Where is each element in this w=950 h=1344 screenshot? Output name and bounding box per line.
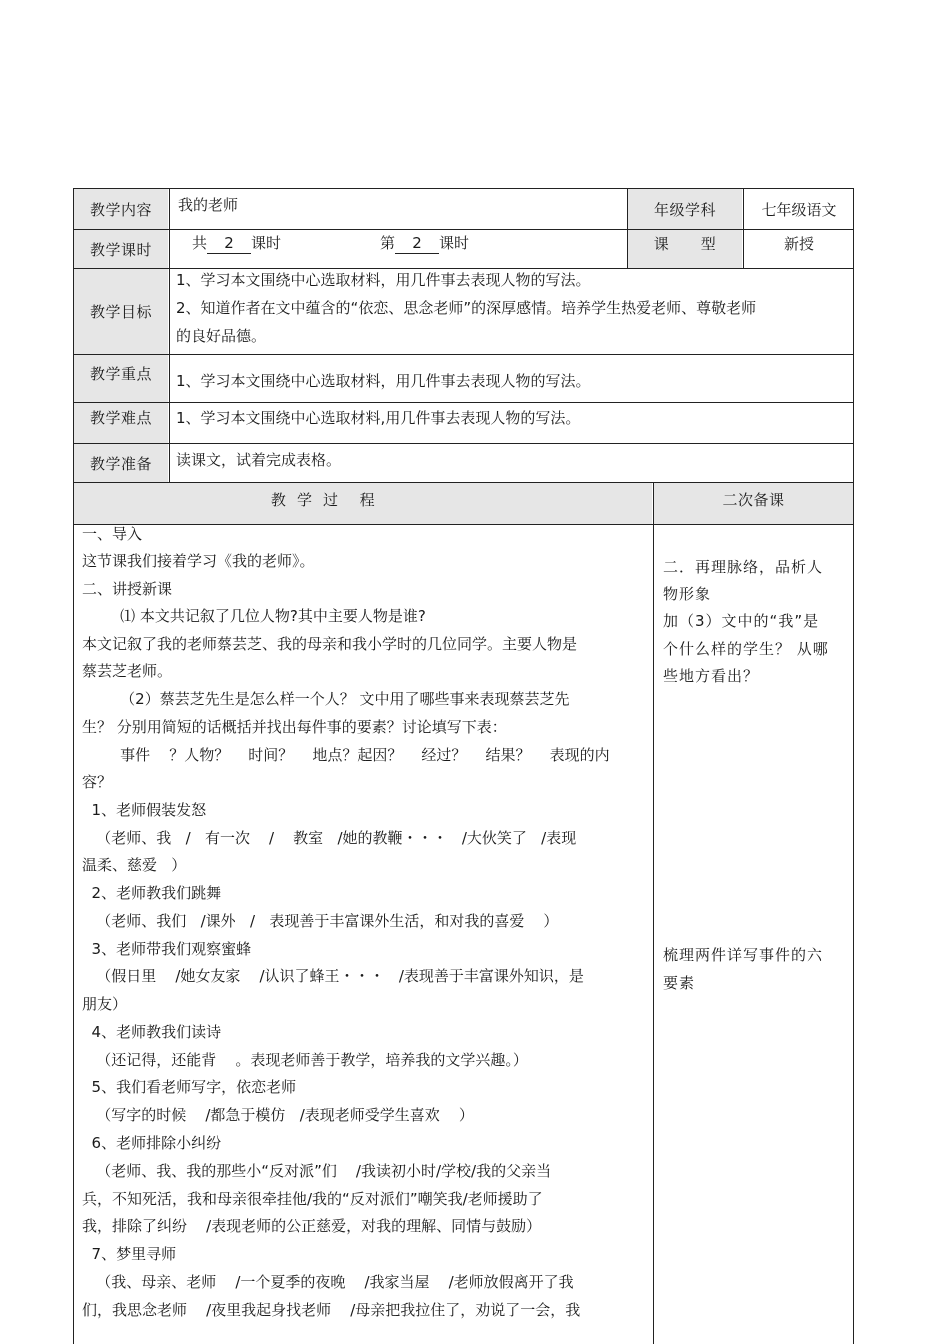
hours-nth-field: 第 2 课时: [380, 234, 470, 252]
process-line: 生？ 分别用简短的话概括并找出每件事的要素？讨论填写下表：: [82, 718, 507, 736]
type-value: 新授: [783, 235, 814, 253]
note-line: 梳理两件详写事件的六: [663, 946, 824, 964]
process-line: （2）蔡芸芝先生是怎么样一个人？ 文中用了哪些事来表现蔡芸芝先: [82, 690, 570, 708]
goals-line-1: 1、学习本文围绕中心选取材料，用几件事去表现人物的写法。: [176, 271, 591, 289]
table-border: [73, 188, 854, 189]
process-line: 二、讲授新课: [82, 580, 173, 598]
process-heading: 教 学 过 程: [74, 483, 652, 524]
key-points-text: 1、学习本文围绕中心选取材料，用几件事去表现人物的写法。: [176, 372, 591, 390]
process-line: 朋友）: [82, 995, 128, 1013]
process-line: 容？: [82, 773, 113, 791]
process-line: 1、老师假装发怒: [82, 801, 207, 819]
grade-label: 年级学科: [628, 189, 742, 229]
goals-label: 教学目标: [74, 269, 168, 354]
table-border: [73, 402, 854, 403]
process-line: ⑴ 本文共记叙了几位人物?其中主要人物是谁?: [82, 607, 426, 625]
key-points-label: 教学重点: [74, 355, 168, 402]
process-line: 本文记叙了我的老师蔡芸芝、我的母亲和我小学时的几位同学。主要人物是: [82, 635, 578, 653]
hours-total-field: 共 2 课时: [192, 234, 282, 252]
process-line: 事件 ？人物？ 时间？ 地点？起因？ 经过？ 结果？ 表现的内: [82, 746, 610, 764]
process-line: （写字的时候 /都急于模仿 /表现老师受学生喜欢 ）: [82, 1106, 474, 1124]
process-line: （还记得，还能背 。表现老师善于教学，培养我的文学兴趣。）: [82, 1051, 528, 1069]
note-line: 二．再理脉络，品析人: [663, 558, 824, 576]
process-line: 我，排除了纠纷 /表现老师的公正慈爱，对我的理解、同情与鼓励）: [82, 1217, 542, 1235]
table-border: [73, 443, 854, 444]
goals-line-3: 的良好品德。: [176, 327, 267, 345]
table-border: [73, 188, 74, 1344]
second-prep-heading: 二次备课: [654, 483, 853, 524]
hours-label: 教学课时: [74, 230, 168, 268]
process-line: 5、我们看老师写字，依恋老师: [82, 1078, 297, 1096]
process-line: （老师、我 / 有一次 / 教室 /她的教鞭・・・ /大伙笑了 /表现: [82, 829, 577, 847]
note-line: 物形象: [663, 585, 712, 603]
process-line: （老师、我们 /课外 / 表现善于丰富课外生活，和对我的喜爱 ）: [82, 912, 559, 930]
difficulties-label: 教学难点: [74, 403, 168, 443]
table-border: [653, 482, 654, 1344]
process-line: （老师、我、我的那些小“反对派”们 /我读初小时/学校/我的父亲当: [82, 1162, 552, 1180]
hours-total-value: 2: [207, 233, 251, 254]
table-border: [743, 188, 744, 268]
preparation-label: 教学准备: [74, 444, 168, 482]
process-line: 7、梦里寻师: [82, 1245, 177, 1263]
process-line: 3、老师带我们观察蜜蜂: [82, 940, 252, 958]
process-line: 们，我思念老师 /夜里我起身找老师 /母亲把我拉住了，劝说了一会，我: [82, 1301, 581, 1319]
content-value: 我的老师: [178, 196, 239, 214]
process-line: 蔡芸芝老师。: [82, 662, 173, 680]
process-line: 4、老师教我们读诗: [82, 1023, 222, 1041]
content-label: 教学内容: [74, 189, 168, 229]
goals-line-2: 2、知道作者在文中蕴含的“依恋、思念老师”的深厚感情。培养学生热爱老师、尊敬老师: [176, 299, 757, 317]
difficulties-text: 1、学习本文围绕中心选取材料,用几件事去表现人物的写法。: [176, 409, 581, 427]
process-line: 温柔、慈爱 ）: [82, 856, 187, 874]
table-border: [73, 482, 854, 483]
process-line: 这节课我们接着学习《我的老师》。: [82, 552, 315, 570]
preparation-text: 读课文，试着完成表格。: [176, 451, 342, 469]
process-line: （假日里 /她女友家 /认识了蜂王・・・ /表现善于丰富课外知识，是: [82, 967, 584, 985]
process-line: 兵，不知死活，我和母亲很牵挂他/我的“反对派们”嘲笑我/老师援助了: [82, 1190, 543, 1208]
process-line: 一、导入: [82, 525, 143, 543]
process-line: 2、老师教我们跳舞: [82, 884, 222, 902]
table-border: [853, 188, 854, 1344]
table-border: [627, 188, 628, 268]
table-border: [73, 268, 854, 269]
goals-text: [176, 266, 852, 352]
note-line: 些地方看出？: [663, 667, 760, 685]
table-border: [169, 188, 170, 482]
note-line: 加（3）文中的“我”是: [663, 612, 820, 630]
table-border: [73, 524, 854, 525]
note-line: 个什么样的学生？ 从哪: [663, 640, 829, 658]
process-line: （我、母亲、老师 /一个夏季的夜晚 /我家当屋 /老师放假离开了我: [82, 1273, 574, 1291]
table-border: [73, 229, 854, 230]
table-border: [73, 354, 854, 355]
grade-value: 七年级语文: [761, 200, 837, 219]
type-label: 课 型: [628, 230, 742, 268]
note-line: 要素: [663, 974, 696, 992]
hours-nth-value: 2: [395, 233, 439, 254]
process-line: 6、老师排除小纠纷: [82, 1134, 222, 1152]
